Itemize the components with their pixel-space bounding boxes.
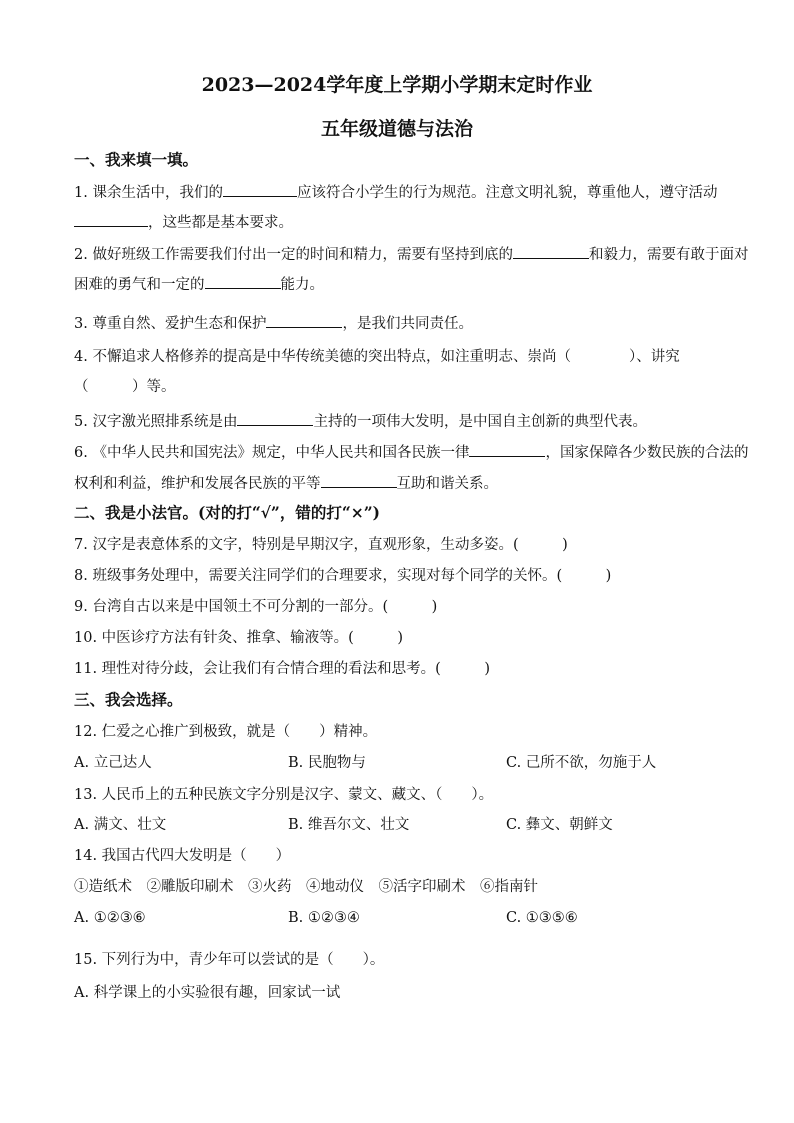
question-3: 3. 尊重自然、爱护生态和保护 ，是我们共同责任。 (74, 313, 473, 334)
question-5: 5. 汉字激光照排系统是由 主持的一项伟大发明，是中国自主创新的典型代表。 (74, 411, 647, 432)
question-13-stem: 13. 人民币上的五种民族文字分别是汉字、蒙文、藏文、（ ）。 (74, 787, 494, 803)
blank[interactable] (74, 212, 148, 227)
question-9: 9. 台湾自古以来是中国领土不可分割的一部分。( ) (74, 599, 438, 615)
question-12-option-a[interactable]: A. 立己达人 (74, 755, 152, 771)
blank[interactable] (205, 274, 281, 289)
question-15-option-a[interactable]: A. 科学课上的小实验很有趣，回家试一试 (74, 985, 341, 1001)
question-14-items: ①造纸术 ②雕版印刷术 ③火药 ④地动仪 ⑤活字印刷术 ⑥指南针 (74, 879, 538, 895)
question-14-option-b[interactable]: B. ①②③④ (288, 910, 360, 926)
question-10: 10. 中医诊疗方法有针灸、推拿、输液等。( ) (74, 630, 403, 646)
exam-title: 2023—2024学年度上学期小学期末定时作业 (201, 74, 593, 96)
question-13-option-b[interactable]: B. 维吾尔文、壮文 (288, 817, 410, 833)
question-1-line-2: ，这些都是基本要求。 (74, 212, 293, 233)
blank[interactable] (513, 244, 589, 259)
question-12-option-c[interactable]: C. 己所不欲，勿施于人 (506, 755, 657, 771)
question-12-stem: 12. 仁爱之心推广到极致，就是（ ）精神。 (74, 724, 378, 740)
exam-subtitle: 五年级道德与法治 (320, 118, 473, 140)
blank[interactable] (469, 442, 545, 457)
section-3-heading: 三、我会选择。 (74, 690, 183, 709)
question-6-line-1: 6. 《中华人民共和国宪法》规定，中华人民共和国各民族一律 ，国家保障各少数民族的合法的 (74, 442, 748, 463)
blank[interactable] (266, 313, 342, 328)
question-15-stem: 15. 下列行为中，青少年可以尝试的是（ ）。 (74, 952, 385, 968)
blank[interactable] (223, 182, 297, 197)
section-1-heading: 一、我来填一填。 (74, 150, 199, 169)
question-13-option-c[interactable]: C. 彝文、朝鲜文 (506, 817, 613, 833)
question-12-option-b[interactable]: B. 民胞物与 (288, 755, 366, 771)
question-14-stem: 14. 我国古代四大发明是（ ） (74, 848, 291, 864)
question-14-option-a[interactable]: A. ①②③⑥ (74, 910, 146, 926)
question-6-line-2: 权利和利益，维护和发展各民族的平等 互助和谐关系。 (74, 473, 498, 494)
question-14-option-c[interactable]: C. ①③⑤⑥ (506, 910, 578, 926)
question-13-option-a[interactable]: A. 满文、壮文 (74, 817, 167, 833)
question-11: 11. 理性对待分歧，会让我们有合情合理的看法和思考。( ) (74, 661, 490, 677)
question-1-line-1: 1. 课余生活中，我们的 应该符合小学生的行为规范。注意文明礼貌，尊重他人，遵守活动 (74, 182, 717, 203)
section-2-heading: 二、我是小法官。(对的打“√”，错的打“×”) (74, 503, 381, 522)
question-4-line-2: （ ）等。 (74, 379, 176, 395)
question-8: 8. 班级事务处理中，需要关注同学们的合理要求，实现对每个同学的关怀。( ) (74, 568, 612, 584)
blank[interactable] (237, 411, 313, 426)
question-7: 7. 汉字是表意体系的文字，特别是早期汉字，直观形象，生动多姿。( ) (74, 537, 568, 553)
question-4-line-1: 4. 不懈追求人格修养的提高是中华传统美德的突出特点，如注重明志、崇尚（ ）、讲究 (74, 349, 680, 365)
question-2-line-2: 困难的勇气和一定的 能力。 (74, 274, 324, 295)
blank[interactable] (321, 473, 397, 488)
question-2-line-1: 2. 做好班级工作需要我们付出一定的时间和精力，需要有坚持到底的 和毅力，需要有敢于面对 (74, 244, 748, 265)
